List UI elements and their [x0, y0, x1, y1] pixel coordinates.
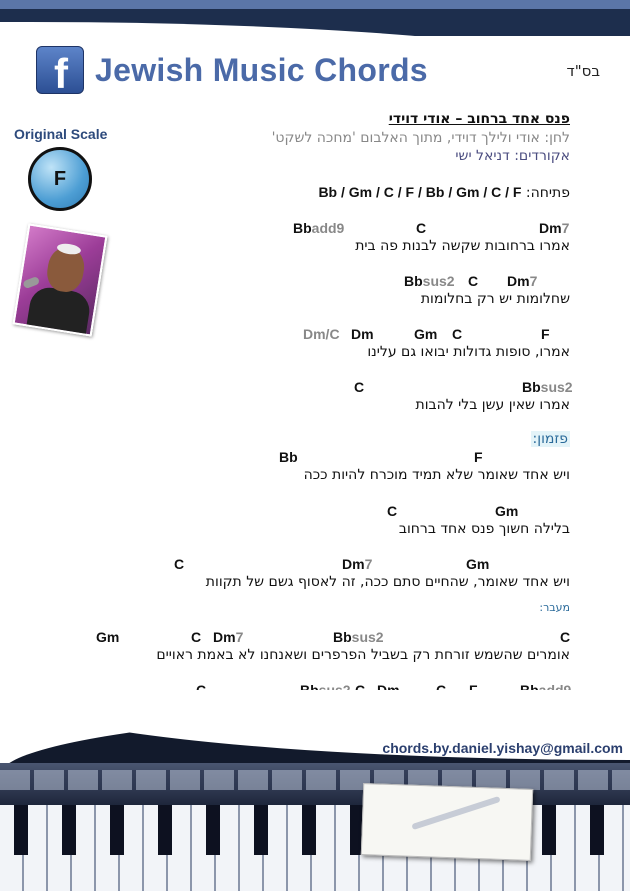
bsd-mark: בס"ד: [566, 62, 600, 80]
piano-black-keys: [0, 805, 630, 855]
lyric-line: ויש אחד שאומר, שהחיים סתם ככה, זה לאסוף גשם של תקוות: [205, 574, 570, 590]
intro-chords: Bb / Gm / C / F / Bb / Gm / C / F: [318, 184, 522, 200]
song-credit: לחן: אודי ולילך דוידי, מתוך האלבום 'מחכה לשקט': [271, 130, 570, 146]
lyric-line: בלילה חשוך פנס אחד ברחוב: [398, 521, 570, 537]
top-stripe: [0, 0, 630, 9]
chord: C: [174, 556, 185, 572]
lyric-line: שחלומות יש רק בחלומות: [420, 291, 570, 307]
chorus-label: פזמון:: [532, 431, 568, 447]
chord-extension: add9: [311, 220, 345, 236]
microphone-icon: [22, 276, 40, 289]
lyric-line: אומרים שהשמש זורחת רק בשביל הפרפרים ושאנחנו לא באמת ראויים: [156, 647, 570, 663]
lyric-line: ויש אחד שאומר שלא תמיד מוכרח להיות ככה: [303, 467, 570, 483]
chord: Gm: [466, 556, 490, 572]
chord: Bbadd9: [293, 220, 345, 236]
logo-letter: f: [54, 50, 68, 97]
chord-extension: 7: [364, 556, 373, 572]
artist-photo: [13, 223, 108, 336]
site-title: Jewish Music Chords: [95, 52, 428, 88]
contact-email[interactable]: chords.by.daniel.yishay@gmail.com: [382, 740, 623, 756]
chords-by: אקורדים: דניאל ישי: [455, 148, 570, 164]
intro-line: [318, 184, 570, 201]
chord: Bb: [279, 449, 298, 465]
facebook-icon[interactable]: [36, 46, 84, 97]
chord: Dm: [351, 326, 374, 342]
chord: F: [474, 449, 483, 465]
chord: C: [452, 326, 463, 342]
bridge-label: מעבר:: [539, 601, 570, 614]
chord-extension: sus2: [540, 379, 573, 395]
piano-keys-far: [0, 770, 630, 790]
original-scale-label: Original Scale: [14, 126, 108, 142]
chord: Bbsus2: [333, 629, 384, 645]
photo-body: [25, 285, 92, 337]
chord-extension: sus2: [422, 273, 455, 289]
chord: C: [191, 629, 202, 645]
chord-extension: sus2: [351, 629, 384, 645]
song-title: פנס אחד ברחוב – אודי דוידי: [388, 111, 570, 127]
chord-extension: 7: [235, 629, 244, 645]
chord: Bbsus2: [404, 273, 455, 289]
scale-key-badge: F: [28, 147, 92, 211]
lyric-line: אמרו, סופות גדולות יבואו גם עלינו: [367, 344, 570, 360]
chord: Bbsus2: [522, 379, 573, 395]
lyric-line: אמרו שאין עשן בלי להבות: [415, 397, 570, 413]
chord: Dm/C: [303, 326, 340, 342]
chord: Dm7: [213, 629, 244, 645]
chord: F: [541, 326, 550, 342]
chord: Dm7: [539, 220, 570, 236]
chord: C: [560, 629, 571, 645]
chord: C: [387, 503, 398, 519]
chord: Gm: [96, 629, 120, 645]
chord: C: [354, 379, 365, 395]
chord: Gm: [495, 503, 519, 519]
chord: Dm7: [507, 273, 538, 289]
chord: Gm: [414, 326, 438, 342]
chord-extension: 7: [561, 220, 570, 236]
intro-label: פתיחה:: [525, 185, 570, 201]
chord: C: [468, 273, 479, 289]
chord-extension: 7: [529, 273, 538, 289]
chord: Dm7: [342, 556, 373, 572]
lyric-line: אמרו ברחובות שקשה לבנות פה בית: [355, 238, 570, 254]
notepad-image: [361, 783, 533, 861]
chord: C: [416, 220, 427, 236]
